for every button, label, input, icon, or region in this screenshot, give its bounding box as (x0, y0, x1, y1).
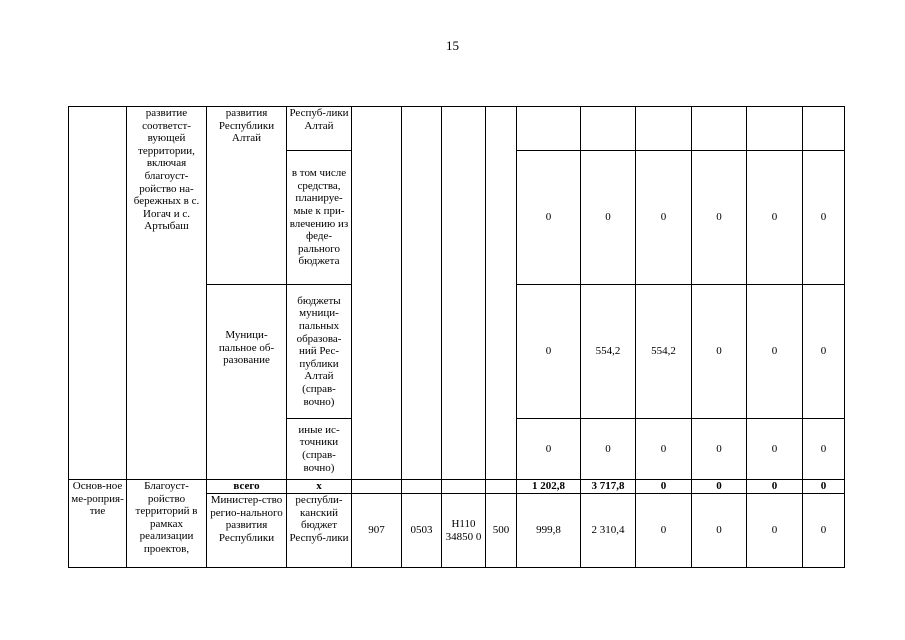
table-cell: 0 (692, 419, 747, 480)
table-cell: 2 310,4 (581, 494, 636, 568)
table-cell: 0 (692, 480, 747, 494)
table-cell (692, 107, 747, 151)
table-cell: 3 717,8 (581, 480, 636, 494)
table-cell: Муници-пальное об-разование (207, 285, 287, 480)
table-cell: 500 (486, 494, 517, 568)
table-cell: республи-канский бюджет Респуб-лики (287, 494, 352, 568)
table-cell (517, 107, 581, 151)
table-cell: 0 (636, 419, 692, 480)
table-cell: 0 (636, 494, 692, 568)
table-cell (442, 107, 486, 480)
table-cell (486, 107, 517, 480)
table-cell (747, 107, 803, 151)
table-cell (352, 480, 402, 494)
table-cell: Респуб-лики Алтай (287, 107, 352, 151)
table-cell: 0 (692, 285, 747, 419)
table-cell: 0 (803, 151, 845, 285)
table-cell (442, 480, 486, 494)
table-cell: 0 (581, 151, 636, 285)
table-cell: х (287, 480, 352, 494)
table-cell: 1 202,8 (517, 480, 581, 494)
table-cell: Н110 34850 0 (442, 494, 486, 568)
table-cell: 0 (747, 419, 803, 480)
table-cell: Благоуст-ройство территорий в рамках реализации проектов, (127, 480, 207, 568)
table-cell: 0 (803, 480, 845, 494)
table-cell: 0 (803, 419, 845, 480)
table-cell (486, 480, 517, 494)
table-cell: 0 (636, 151, 692, 285)
table-cell: 999,8 (517, 494, 581, 568)
table-cell: 0 (517, 151, 581, 285)
table-cell: 0 (636, 480, 692, 494)
table-cell: иные ис-точники (справ-вочно) (287, 419, 352, 480)
table-cell (803, 107, 845, 151)
table-cell: 554,2 (636, 285, 692, 419)
table-cell (69, 107, 127, 480)
table-cell: 0 (747, 151, 803, 285)
table-cell: Основ-ное ме-роприя-тие (69, 480, 127, 568)
table-cell: развитие соответст-вующей территории, включая благоуст-ройство на-бережных в с. Иогач и с. Артыбаш (127, 107, 207, 480)
table-cell: 0 (803, 285, 845, 419)
table-cell: 907 (352, 494, 402, 568)
table-cell: бюджеты муници-пальных образова-ний Рес-публики Алтай (справ-вочно) (287, 285, 352, 419)
table-row (69, 480, 845, 494)
table-cell: 554,2 (581, 285, 636, 419)
table-cell (352, 107, 402, 480)
budget-table (68, 106, 845, 568)
page-number: 15 (446, 38, 459, 53)
table-cell: 0 (517, 419, 581, 480)
table-cell: в том числе средства, планируе-мые к при-влечению из феде-рального бюджета (287, 151, 352, 285)
table-cell: 0 (803, 494, 845, 568)
table-cell: 0 (692, 494, 747, 568)
table-cell: 0 (747, 494, 803, 568)
table-cell: 0 (747, 480, 803, 494)
table-cell: развития Республики Алтай (207, 107, 287, 285)
table-cell: 0 (517, 285, 581, 419)
table-cell: 0503 (402, 494, 442, 568)
table-cell: Министер-ство регио-нального развития Республики (207, 494, 287, 568)
table-cell (636, 107, 692, 151)
table-cell (581, 107, 636, 151)
table-cell (402, 480, 442, 494)
table-cell: 0 (747, 285, 803, 419)
table-row (69, 107, 845, 151)
table-cell: 0 (581, 419, 636, 480)
table-cell: 0 (692, 151, 747, 285)
table-cell: всего (207, 480, 287, 494)
table-cell (402, 107, 442, 480)
